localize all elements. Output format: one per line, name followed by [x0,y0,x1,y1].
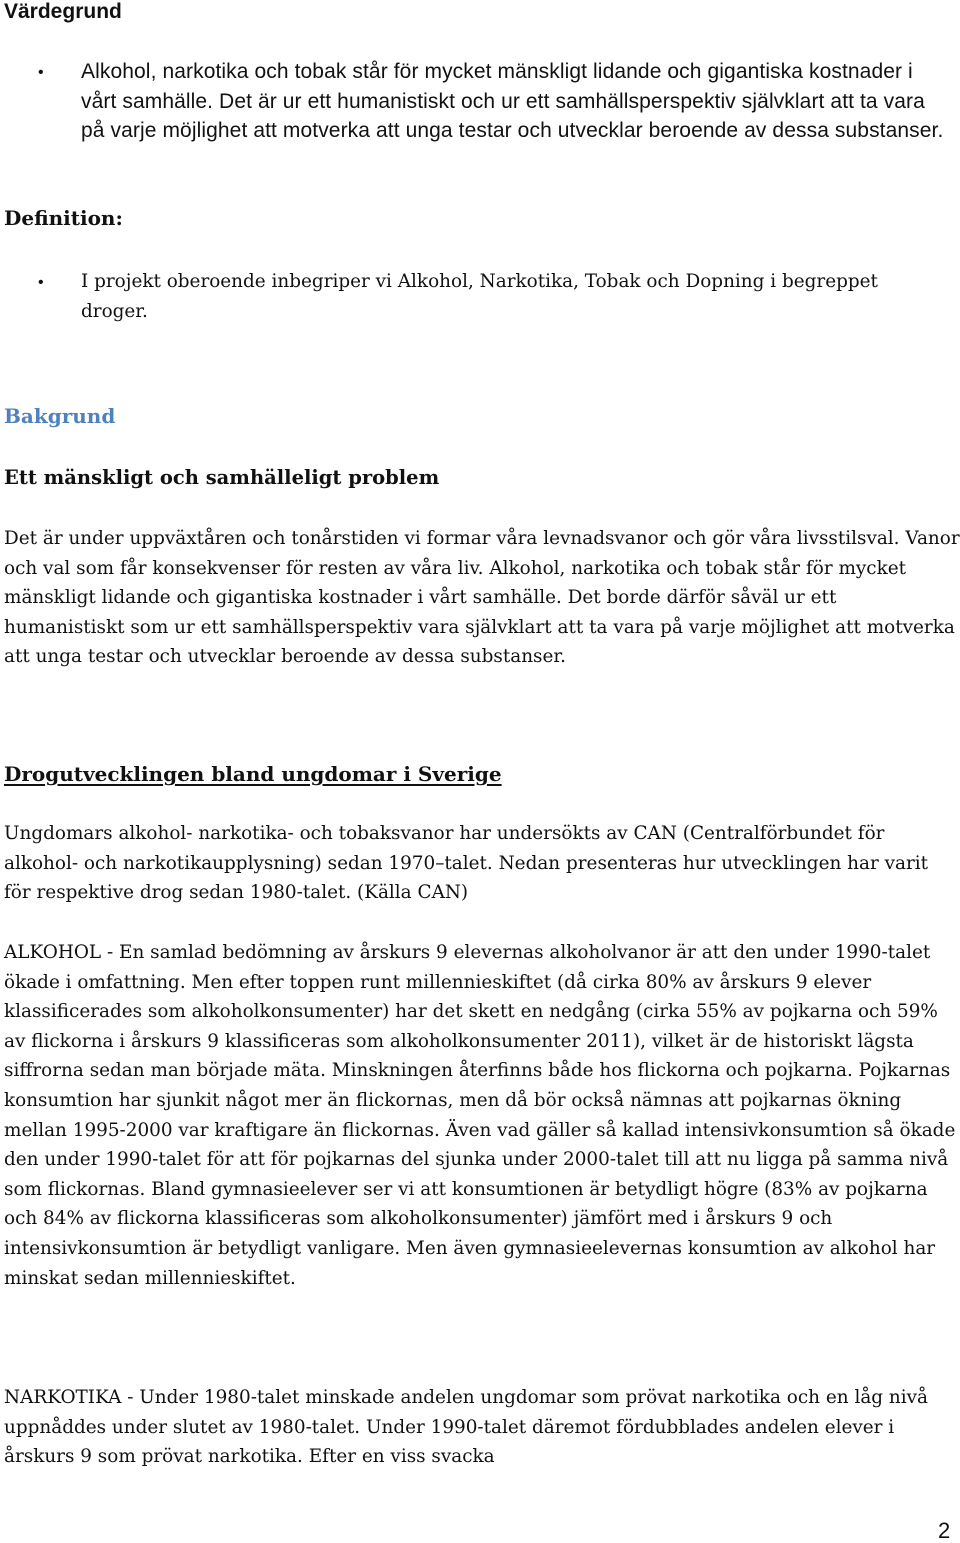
page-number: 2 [938,1518,951,1543]
alkohol-paragraph: ALKOHOL - En samlad bedömning av årskurs 9 elevernas alkoholvanor är att den under 1990-talet ökade i omfattning. Men efter toppen runt millennieskiftet (då cirka 80% av årskurs 9 elever klassificerades som alkoholkonsumenter) har det skett en nedgång (cirka 55% av pojkarna och 59% av flickorna i årskurs 9 klassificeras som alkoholkonsumenter 2011), vilket är de historiskt lägsta siffrorna sedan man började mäta. Minskningen återfinns både hos flickorna och pojkarna. Pojkarnas konsumtion har sjunkit något mer än flickornas, men då bör också nämnas att pojkarnas ökning mellan 1995-2000 var kraftigare än flickornas. Även vad gäller så kallad intensivkonsumtion så ökade den under 1990-talet för att för pojkarnas del sjunka under 2000-talet till att nu ligga på samma nivå som flickornas. Bland gymnasieelever ser vi att konsumtionen är betydligt högre (83% av pojkarna och 84% av flickorna klassificeras som alkoholkonsumenter) jämfört med i årskurs 9 och intensivkonsumtion är betydligt vanligare. Men även gymnasieelevernas konsumtion av alkohol har minskat sedan millennieskiftet. [4,942,956,1289]
heading-vardegrund: Värdegrund [4,0,122,23]
heading-bakgrund: Bakgrund [4,404,116,428]
heading-drogutveckling: Drogutvecklingen bland ungdomar i Sverige [4,762,502,786]
subheading-problem: Ett mänskligt och samhälleligt problem [4,466,440,489]
bullet-marker: • [38,274,44,291]
drogutveckling-intro: Ungdomars alkohol- narkotika- och tobaksvanor har undersökts av CAN (Centralförbundet för alkohol- och narkotikaupplysning) sedan 1970–talet. Nedan presenteras hur utvecklingen har varit för respektive drog sedan 1980-talet. (Källa CAN) [4,823,929,904]
bakgrund-paragraph: Det är under uppväxtåren och tonårstiden vi formar våra levnadsvanor och gör våra livsstilsval. Vanor och val som får konsekvenser för resten av våra liv. Alkohol, narkotika och tobak står för mycket mänskligt lidande och gigantiska kostnader i vårt samhälle. Det borde därför såväl ur ett humanistiskt som ur ett samhällsperspektiv vara självklart att ta vara på varje möjlighet att motverka att unga testar och utvecklar beroende av dessa substanser. [4,528,960,668]
heading-definition: Definition: [4,206,123,230]
definition-bullet-text: I projekt oberoende inbegriper vi Alkohol, Narkotika, Tobak och Dopning i begreppet droger. [81,271,878,322]
narkotika-paragraph: NARKOTIKA - Under 1980-talet minskade andelen ungdomar som prövat narkotika och en låg nivå uppnåddes under slutet av 1980-talet. Under 1990-talet däremot fördubblades andelen elever i årskurs 9 som prövat narkotika. Efter en viss svacka [4,1387,928,1468]
vardegrund-bullet-text: Alkohol, narkotika och tobak står för mycket mänskligt lidande och gigantiska kostnader i vårt samhälle. Det är ur ett humanistiskt och ur ett samhällsperspektiv självklart att ta vara på varje möjlighet att motverka att unga testar och utvecklar beroende av dessa substanser. [81,60,944,143]
bullet-marker: • [38,64,44,81]
